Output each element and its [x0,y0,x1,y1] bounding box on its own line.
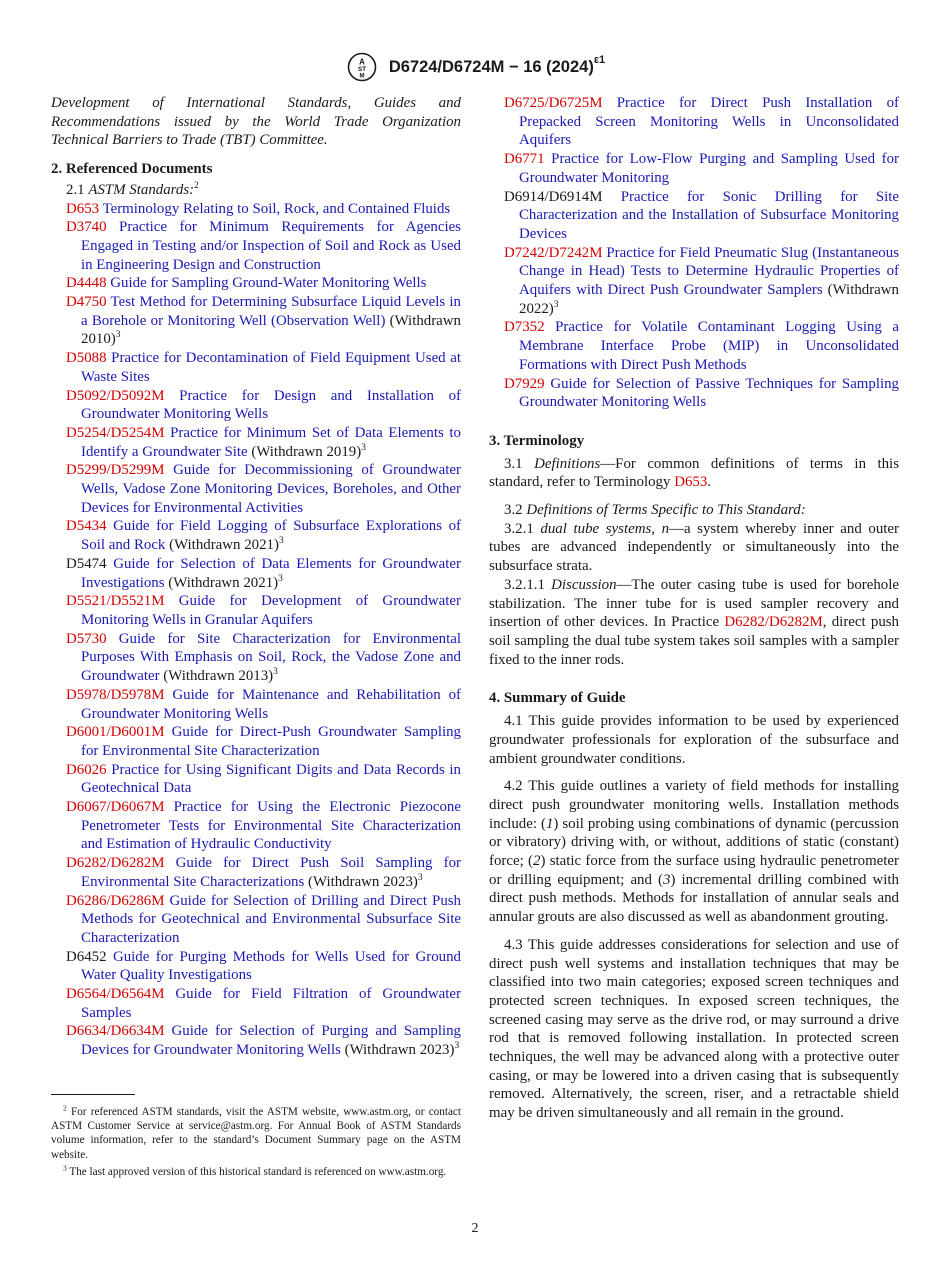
reference-code: D6914/D6914M [504,188,603,205]
footnote-marker: 3 [278,573,283,584]
reference-title-link[interactable]: Guide for Selection of Passive Techniques for Sampling Groundwater Monitoring Wells [519,375,899,411]
reference-title-link[interactable]: Terminology Relating to Soil, Rock, and Contained Fluids [102,200,451,217]
reference-code[interactable]: D4750 [66,294,107,311]
reference-code[interactable]: D5978/D5978M [66,686,165,703]
reference-entry [51,985,461,1022]
reference-entry [51,200,461,219]
reference-entry [51,1022,461,1059]
reference-entry [51,424,461,461]
footnote-rule [51,1094,135,1095]
link-d653[interactable]: D653 [674,474,708,491]
reference-code[interactable]: D5299/D5299M [66,462,165,479]
withdrawn-note: (Withdrawn 2019) [251,443,362,460]
reference-code[interactable]: D6026 [66,761,107,778]
reference-entry [51,349,461,386]
withdrawn-note: (Withdrawn 2013) [163,668,274,685]
reference-entry [51,686,461,723]
reference-title-link[interactable]: Practice for Volatile Contaminant Logging Using a Membrane Interface Probe (MIP) in Unconsolidated Formations with Direct Push Methods [519,319,899,373]
reference-code: D6452 [66,948,107,965]
reference-entry [489,150,899,187]
reference-title-link[interactable]: Guide for Selection of Drilling and Direct Push Methods for Geotechnical and Environmental Subsurface Site Characterization [81,892,461,946]
withdrawn-note: (Withdrawn 2023) [344,1042,455,1059]
right-column [489,94,899,1132]
reference-title-link[interactable]: Guide for Purging Methods for Wells Used for Ground Water Quality Investigations [81,948,461,984]
reference-entry [489,188,899,244]
reference-title-link[interactable]: Practice for Low-Flow Purging and Sampling Used for Groundwater Monitoring [519,151,899,186]
reference-code[interactable]: D6771 [504,151,545,168]
reference-code[interactable]: D6564/D6564M [66,986,165,1003]
reference-code[interactable]: D5092/D5092M [66,387,165,404]
reference-title-link[interactable]: Guide for Field Filtration of Groundwater Samples [81,986,461,1021]
reference-entry [489,318,899,374]
svg-text:A: A [358,57,365,67]
reference-code[interactable]: D5434 [66,518,107,535]
astm-logo-icon [345,52,379,82]
reference-title-link[interactable]: Practice for Using Significant Digits and Data Records in Geotechnical Data [81,761,461,797]
epsilon-superscript: ε1 [593,54,606,67]
footnotes [51,1094,461,1182]
reference-title-link[interactable]: Guide for Field Logging of Subsurface Explorations of Soil and Rock [81,518,461,554]
footnote-3: $^3$ The last approved version of this historical standard is referenced on www.astm.org. [63,1163,447,1178]
footnote-marker: 3 [454,1041,460,1052]
paragraph-3-2-1-1: 3.2.1.1 Discussion—The outer casing tube is used for borehole stabilization. The inner tube for is used sampler recovery and insertion of other devices. In Practice D6282/D6282M, direct push soil sampling the dual tube system takes soil samples with a sampler fixed to the inner rods. [489,576,899,668]
paragraph-4-1: 4.1 This guide provides information to be used by experienced groundwater professionals for exploration of the subsurface and ambient groundwater conditions. [489,713,899,767]
reference-entry [51,798,461,854]
reference-entry [489,244,899,319]
footnote-marker: 3 [417,872,423,883]
reference-title-link[interactable]: Guide for Site Characterization for Environmental Purposes With Emphasis on Soil, Rock, the Vadose Zone and Groundwater [81,630,461,685]
footnote-2: $^2$ For referenced ASTM standards, visit the ASTM website, www.astm.org, or contact ASTM Customer Service at service@astm.org. For Annual Book of ASTM Standards volume information, refer to the standard’s Document Summary page on the ASTM website. [51,1103,461,1161]
reference-title-link[interactable]: Practice for Field Pneumatic Slug (Instantaneous Change in Head) Tests to Determine Hydraulic Properties of Aquifers with Direct Push Groundwater Samplers [519,244,899,299]
page-header [0,52,950,82]
link-d6282[interactable]: D6282/D6282M [724,614,823,631]
withdrawn-note: (Withdrawn 2021) [168,574,279,591]
intro-text: Development of International Standards, Guides and Recommendations issued by the World Trade Organization Technical Barriers to Trade (TBT) Committee. [51,95,461,149]
reference-entry [51,218,461,274]
paragraph-3-2: 3.2 Definitions of Terms Specific to This Standard: [504,502,806,519]
reference-code[interactable]: D6001/D6001M [66,724,165,741]
reference-entry [51,461,461,517]
reference-code[interactable]: D5521/D5521M [66,593,165,610]
reference-entry [51,630,461,686]
withdrawn-note: (Withdrawn 2010) [81,312,461,348]
reference-code[interactable]: D4448 [66,275,107,292]
reference-title-link[interactable]: Guide for Selection of Data Elements for Groundwater Investigations [81,555,461,591]
paragraph-4-2: 4.2 This guide outlines a variety of field methods for installing direct push groundwater monitoring wells. Installation methods include: (1) soil probing using combinations of dynamic (percussion or vibratory) driving with, or without, additions of static (constant) force; (2) static force from the surface using hydraulic penetrometer or drilling equipment; and (3) incremental drilling combined with direct push methods. Methods for installation of annular seals and annular grouts are also discussed as well as abandonment grouting. [489,778,899,926]
paragraph-3-1: 3.1 Definitions—For common definitions of terms in this standard, refer to Terminology D653. [489,455,899,491]
paragraph-4-3: 4.3 This guide addresses considerations for selection and use of direct push well systems and installation techniques that may be classified into two main categories; exposed screen techniques and protected screen techniques. In exposed screen techniques, the screened casing may serve as the drive rod, or may surround a drive rod that is removed following installation. In protected screen techniques, the well may be advanced along with a protective outer casing, or may be lowered into a driven casing that is subsequently removed. Alternatively, the screen, riser, and a retractable shield may be driven simultaneously and all remain in the ground. [489,936,899,1122]
reference-title-link[interactable]: Practice for Using the Electronic Piezocone Penetrometer Tests for Environmental Site Characterization and Estimation of Hydraulic Conductivity [81,799,461,853]
reference-title-link[interactable]: Practice for Minimum Set of Data Elements to Identify a Groundwater Site [81,424,461,460]
section-2-heading: 2. Referenced Documents [51,161,213,178]
reference-entry [51,892,461,948]
reference-entry [51,555,461,592]
reference-title-link[interactable]: Guide for Sampling Ground-Water Monitoring Wells [110,275,427,292]
reference-code[interactable]: D6634/D6634M [66,1023,165,1040]
left-column [51,94,461,1178]
reference-entry [51,592,461,629]
withdrawn-note: (Withdrawn 2021) [169,537,279,554]
reference-code: D5474 [66,555,107,572]
reference-code[interactable]: D6725/D6725M [504,95,603,111]
reference-entry [51,854,461,891]
reference-title-link[interactable]: Practice for Minimum Requirements for Agencies Engaged in Testing and/or Inspection of Soil and Rock as Used in Engineering Design and Construction [81,219,461,273]
reference-code[interactable]: D653 [66,200,100,217]
reference-title-link[interactable]: Practice for Sonic Drilling for Site Characterization and the Installation of Subsurface Monitoring Devices [519,188,899,242]
reference-code[interactable]: D5088 [66,350,107,367]
footnote-marker: 3 [278,536,284,547]
footnote-marker: 3 [273,667,278,678]
reference-code[interactable]: D5730 [66,630,107,647]
reference-entry [51,387,461,424]
svg-text:ST: ST [357,66,366,73]
reference-title-link[interactable]: Guide for Direct-Push Groundwater Sampling for Environmental Site Characterization [81,724,461,759]
reference-entry [51,948,461,985]
reference-code[interactable]: D6067/D6067M [66,799,165,816]
reference-code[interactable]: D7929 [504,375,545,392]
footnote-marker: 3 [115,330,121,341]
reference-entry [51,761,461,798]
svg-text:M: M [359,73,365,80]
reference-entry [51,274,461,293]
reference-entry [489,94,899,150]
reference-code[interactable]: D5254/D5254M [66,424,165,441]
reference-title-link[interactable]: Guide for Direct Push Soil Sampling for Environmental Site Characterizations [81,855,461,890]
reference-entry [489,375,899,412]
reference-code[interactable]: D3740 [66,219,107,236]
reference-title-link[interactable]: Practice for Decontamination of Field Equipment Used at Waste Sites [81,350,461,385]
subsection-2-1: 2.1 ASTM Standards:$^2$ [66,180,199,198]
paragraph-3-2-1: 3.2.1 dual tube systems, n—a system whereby inner and outer tubes are advanced independently or simultaneously into the subsurface strata. [489,520,899,575]
footnote-marker: 3 [361,442,366,453]
withdrawn-note: (Withdrawn 2022) [519,282,899,317]
reference-code[interactable]: D7242/D7242M [504,244,603,261]
reference-code[interactable]: D6282/D6282M [66,855,165,872]
reference-entry [51,723,461,760]
reference-code[interactable]: D6286/D6286M [66,892,165,909]
reference-list-left [51,200,461,1060]
page-number: 2 [471,1221,479,1236]
reference-title-link[interactable]: Guide for Maintenance and Rehabilitation of Groundwater Monitoring Wells [81,686,461,722]
reference-title-link[interactable]: Guide for Decommissioning of Groundwater Wells, Vadose Zone Monitoring Devices, Boreholes, and Other Devices for Environmental Activities [81,462,461,516]
reference-title-link[interactable]: Practice for Direct Push Installation of Prepacked Screen Monitoring Wells in Unconsolidated Aquifers [519,95,899,149]
withdrawn-note: (Withdrawn 2023) [308,873,418,890]
reference-list-right [489,94,899,412]
designation: D6724/D6724M − 16 $(2024)^{\varepsilon 1}$ [388,54,606,76]
reference-title-link[interactable]: Test Method for Determining Subsurface Liquid Levels in a Borehole or Monitoring Well (Observation Well) [81,294,461,329]
section-3-heading: 3. Terminology [489,432,585,449]
reference-code[interactable]: D7352 [504,319,545,336]
reference-title-link[interactable]: Guide for Selection of Purging and Sampling Devices for Groundwater Monitoring Wells [81,1023,461,1059]
reference-entry [51,293,461,349]
reference-entry [51,517,461,554]
section-4-heading: 4. Summary of Guide [489,690,626,707]
reference-title-link[interactable]: Guide for Development of Groundwater Monitoring Wells in Granular Aquifers [81,593,461,628]
reference-title-link[interactable]: Practice for Design and Installation of Groundwater Monitoring Wells [81,387,461,423]
footnote-marker: 3 [553,299,559,310]
